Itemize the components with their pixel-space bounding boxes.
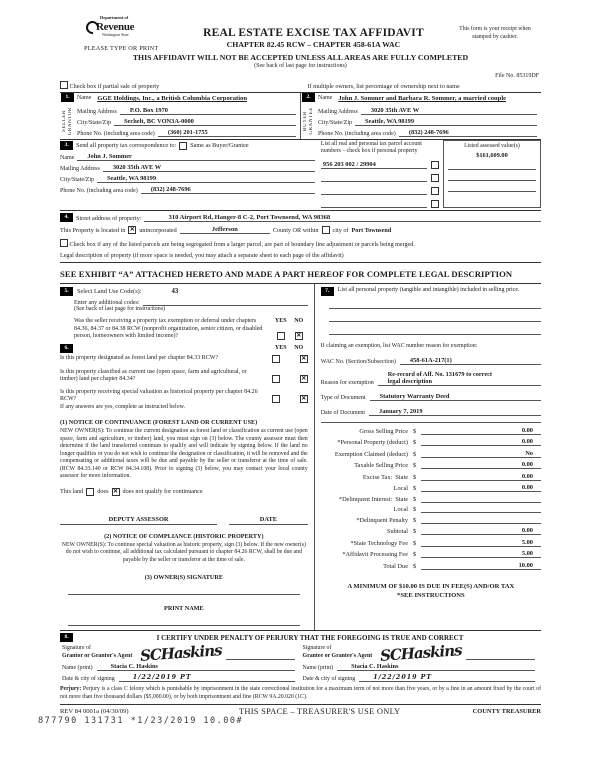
chapter-subtitle: CHAPTER 82.45 RCW – CHAPTER 458-61A WAC (226, 40, 401, 49)
assessed-header: Listed assessed value(s) (464, 143, 520, 150)
section-3-number: 3. (60, 141, 73, 150)
grantor-signature: SCHaskins (139, 641, 223, 666)
perjury-lead: Perjury: (60, 686, 82, 693)
q2-no-checkbox: ✕ (301, 375, 307, 382)
buyer-grantee-side-label: BUYER GRANTEE (303, 106, 314, 135)
city-checkbox (322, 226, 330, 234)
buyer-section (300, 93, 541, 139)
fee-row-delinquent-state (321, 496, 541, 503)
fee-value: 5.00 (421, 550, 541, 558)
deputy-assessor-label: DEPUTY ASSESSOR (60, 516, 217, 525)
fee-value: 0.00 (421, 461, 541, 469)
cashier-validation-stamp: 877790 131731 *1/23/2019 10.00# (38, 716, 244, 726)
dollar-sign: $ (413, 562, 417, 570)
city-value: Port Townsend (351, 226, 392, 234)
perjury-clause (60, 686, 541, 705)
located-in-label: This Property is located in (60, 226, 126, 234)
print-name-label: PRINT NAME (164, 605, 204, 613)
middle-block (60, 283, 541, 631)
seller-phone-value: (360) 201-1755 (158, 129, 296, 137)
fees-divider (321, 422, 541, 423)
dollar-sign: $ (413, 439, 417, 447)
personal-property-line (329, 322, 541, 335)
answers-yes-note: If any answers are yes, complete as instructed below. (60, 403, 185, 410)
seller-buyer-block (60, 93, 541, 140)
notice-continuance-title: (1) NOTICE OF CONTINUANCE (FOREST LAND OR CURRENT USE) (60, 418, 258, 426)
section-2-number: 2. (302, 93, 315, 102)
dollar-sign: $ (413, 450, 417, 458)
section-4-number: 4. (60, 213, 73, 222)
section-8 (60, 630, 541, 682)
q1-no-checkbox: ✕ (301, 355, 307, 362)
fee-label: Excise Tax: State (362, 473, 408, 481)
land-use-code-value: 43 (171, 287, 179, 295)
fee-row-exemption (321, 450, 541, 458)
date-of-document-label: Date of Document (320, 410, 366, 417)
date-label: DATE (229, 516, 308, 525)
q3-yes-checkbox (272, 395, 280, 403)
wac-number-value: 458-61A-217(1) (400, 357, 541, 365)
grantor-signature-line (226, 659, 295, 660)
county-treasurer-label: COUNTY TREASURER (472, 708, 541, 716)
this-land-label: This land (60, 488, 84, 496)
grantor-sig-label-2: Grantor or Grantor's Agent (62, 652, 133, 659)
grantee-name-print-label: Name (print) (302, 665, 334, 672)
s5-yes-checkbox (277, 332, 285, 340)
buyer-mailing-label: Mailing Address (318, 109, 358, 116)
grantee-name-print-value: Stacia C. Haskins (337, 663, 535, 671)
perjury-text: Perjury is a class C felony which is punishable by imprisonment in the state correctional institution for a maximum term of not more than five years, or by a fine in an amount fixed by the court of not more than five thousand dollars ($5,000.00), or by both imprisonment and fine (RCW 9A.20.020 (1C). (60, 686, 542, 701)
partial-sale-label: Check box if partial sale of property (69, 83, 160, 91)
grantee-date-value: 1/22/2019 PT (359, 674, 535, 682)
grantor-date-value: 1/22/2019 PT (119, 674, 295, 682)
grantor-name-print-value: Stacia C. Haskins (97, 663, 295, 671)
forest-land-question: Is this property designated as forest land per chapter 84.33 RCW? (60, 354, 219, 361)
s5-no-checkbox: ✕ (296, 332, 302, 339)
fee-value: 10.00 (421, 562, 541, 570)
same-as-buyer-label: Same as Buyer/Grantee (190, 142, 249, 150)
corr-name-label: Name (60, 155, 75, 162)
grantor-name-print-label: Name (print) (62, 665, 93, 672)
yes-header: YES (274, 318, 287, 325)
notice-compliance-title: (2) NOTICE OF COMPLIANCE (HISTORIC PROPERTY) (104, 532, 264, 540)
multiple-owners-label: If multiple owners, list percentage of ownership next to name (307, 83, 460, 91)
grantor-signature-block (60, 641, 301, 683)
buyer-city-label: City/State/Zip (318, 120, 352, 127)
exhibit-a-line: SEE EXHIBIT “A” ATTACHED HERETO AND MADE A PART HEREOF FOR COMPLETE LEGAL DESCRIPTION (60, 268, 513, 279)
notice-continuance-body: NEW OWNER(S): To continue the current designation as forest land or classification as current use (open space, farm and agriculture, or timber) land, you must sign on (3) below. The county assessor must then determine if the land transferred continues to qualify and will indicate by signing below. If the land no longer qualifies or you do not wish to continue the designation or classification, it will be removed and the compensating or additional taxes will be due and payable by the seller or transferor at the time of sale. (RCW 84.33.140 or RCW 84.34.108). Prior to signing (3) below, you may contact your local county assessor for more information. (60, 427, 308, 480)
header-center (178, 12, 449, 52)
legal-description-label: Legal description of property (if more space is needed, you may attach a separate sheet to each page of the affidavit) (60, 252, 344, 259)
historical-question: Is this property receiving special valuation as historical property per chapter 84.26 RCW? (60, 388, 258, 403)
personal-property-label: List all personal property (tangible and intangible) included in selling price. (337, 286, 520, 293)
parcel-line-blank (321, 207, 427, 208)
section-3 (60, 140, 541, 210)
fee-label: *Affidavit Processing Fee (342, 551, 408, 559)
street-address-label: Street address of property: (76, 214, 142, 222)
reason-line2: legal description (378, 378, 541, 386)
does-not-label: does not qualify for continuance (122, 488, 203, 496)
section-6-number: 6. (60, 344, 73, 353)
form-header (60, 12, 541, 52)
fee-label: Local (393, 506, 408, 514)
city-of-label: city of (332, 226, 349, 234)
buyer-phone-label: Phone No. (including area code) (318, 131, 396, 138)
same-as-buyer-checkbox (179, 142, 187, 150)
parcel-line-blank (321, 181, 427, 182)
fee-row-delinquent-local (321, 506, 541, 513)
grantee-signature-line (466, 659, 535, 660)
seller-section (60, 93, 300, 139)
seller-phone-label: Phone No. (including area code) (77, 131, 155, 138)
grantee-signature: SCHaskins (379, 641, 463, 666)
date-of-document-value: January 7, 2019 (369, 408, 541, 416)
does-label: does (97, 488, 109, 496)
logo-dept-text: Department of (100, 15, 129, 20)
dollar-sign: $ (413, 485, 417, 493)
right-column (315, 284, 541, 631)
parcel-header: List all real and personal tax parcel account numbers – check box if personal property (320, 141, 422, 155)
exemption-question: Was the seller receiving a property tax exemption or deferral under chapters 84.36, 84.37 or 84.38 RCW (nonprofit organization, senior citizen, or disabled person, homeowners with limited income)? (74, 318, 263, 340)
corr-mailing-value: 3020 35th AVE W (103, 164, 315, 172)
assessed-line-blank (448, 170, 536, 181)
q3-no-checkbox: ✕ (301, 395, 307, 402)
seller-name-label: Name (77, 95, 92, 102)
fee-value: 0.00 (421, 484, 541, 492)
fee-label: Gross Selling Price (359, 427, 408, 435)
assessed-value: $161,609.00 (476, 152, 508, 160)
fee-label: Exemption Claimed (deduct) (334, 450, 408, 458)
county-or-label: County OR within (272, 226, 319, 234)
grantee-sig-label-2: Grantee or Grantee's Agent (302, 652, 373, 659)
dollar-sign: $ (413, 473, 417, 481)
fee-row-personal (321, 438, 541, 446)
see-instructions-note: *SEE INSTRUCTIONS (397, 592, 465, 600)
fee-label: *Personal Property (deduct) (337, 439, 408, 447)
seller-city-value: Sechelt, BC VON3A-0000 (114, 118, 296, 126)
additional-codes-line (143, 305, 307, 306)
fee-label: *State Technology Fee (350, 539, 408, 547)
no-header-2: NO (294, 345, 304, 352)
section-1-number: 1. (61, 93, 74, 102)
seller-mailing-value: P.O. Box 1970 (120, 107, 296, 115)
grantor-sig-label-1: Signature of (62, 645, 91, 652)
street-address-value: 310 Airport Rd, Hanger-8 C-2, Port Townsend, WA 98368 (144, 214, 541, 222)
grantee-date-label: Date & city of signing (302, 676, 356, 683)
seller-mailing-label: Mailing Address (77, 109, 117, 116)
personal-property-line (329, 296, 541, 309)
dollar-sign: $ (413, 551, 417, 559)
fee-value: 5.00 (421, 539, 541, 547)
fee-row-subtotal (321, 527, 541, 535)
fee-row-taxable (321, 461, 541, 469)
segregated-checkbox (60, 239, 68, 247)
affidavit-form (60, 12, 541, 718)
county-value: Jefferson (180, 226, 270, 234)
certify-statement: I CERTIFY UNDER PENALTY OF PERJURY THAT THE FOREGOING IS TRUE AND CORRECT (156, 633, 464, 642)
dollar-sign: $ (413, 495, 417, 503)
land-use-label: Select Land Use Code(s): (77, 287, 142, 295)
form-title: REAL ESTATE EXCISE TAX AFFIDAVIT (203, 27, 424, 39)
fee-label: Local (393, 485, 408, 493)
fee-label: Total Due (383, 562, 408, 570)
section-7-number: 7. (321, 287, 334, 296)
tax-correspondence-block (60, 140, 321, 207)
q1-yes-checkbox (272, 355, 280, 363)
buyer-name-label: Name (318, 95, 333, 102)
dollar-sign: $ (413, 427, 417, 435)
fee-row-total (321, 562, 541, 570)
fee-label: Subtotal (387, 528, 408, 536)
parcel-number-value: 956 203 002 / 29904 (321, 161, 427, 169)
section-4 (60, 213, 541, 263)
partial-sale-checkbox (60, 81, 68, 89)
fee-value: No (421, 450, 541, 458)
owners-signature-line (68, 582, 300, 595)
does-checkbox (86, 488, 94, 496)
warning-line: THIS AFFIDAVIT WILL NOT BE ACCEPTED UNLESS ALL AREAS ARE FULLY COMPLETED (132, 53, 469, 63)
personal-property-checkbox-4 (431, 200, 439, 208)
notice-compliance-body: NEW OWNER(S): To continue special valuation as historic property, sign (3) below. If the new owner(s) do not wish to continue, all additional tax calculated pursuant to chapter 84.26 RCW, shall be due and payable by the seller or transferor at the time of sale. (61, 541, 306, 563)
section-8-number: 8. (60, 633, 73, 642)
corr-phone-value: (832) 248-7696 (141, 186, 315, 194)
fee-row-penalty (321, 517, 541, 524)
additional-codes-label: Enter any additional codes: (74, 299, 140, 306)
dollar-sign: $ (413, 516, 417, 524)
segregated-label: Check box if any of the listed parcels are being segregated from a larger parcel, are part of boundary line adjustment or parcels being merged. (69, 241, 415, 248)
owners-signature-label: (3) OWNER(S) SIGNATURE (144, 574, 223, 582)
dollar-sign: $ (413, 528, 417, 536)
buyer-mailing-value: 3020 35th AVE W (361, 107, 537, 115)
rev-form-number: REV 84 0001a (04/30/09) (60, 708, 129, 716)
land-use-subbox (74, 300, 308, 341)
buyer-city-value: Seattle, WA 98199 (355, 118, 537, 126)
partial-sale-row (60, 81, 541, 93)
fee-value: 0.00 (421, 438, 541, 446)
dollar-sign: $ (413, 462, 417, 470)
fee-row-processing (321, 550, 541, 558)
parcel-numbers-block (321, 140, 541, 207)
reason-line1: Re-record of Aff. No. 131679 to correct (387, 371, 493, 379)
parcel-line-blank (321, 194, 427, 195)
personal-property-line (329, 309, 541, 322)
type-of-document-label: Type of Document (320, 395, 366, 402)
current-use-question: Is this property classified as current use (open space, farm and agricultural, or timber) land per chapter 84.34? (60, 368, 247, 383)
unincorporated-label: unincorporated (139, 226, 177, 234)
buyer-phone-value: (832) 248-7696 (399, 129, 537, 137)
file-number: File No. 85319DF (495, 73, 539, 80)
personal-property-checkbox-3 (431, 187, 439, 195)
seller-grantor-side-label: SELLER GRANTOR (62, 106, 73, 135)
minimum-due-note: A MINIMUM OF $10.00 IS DUE IN FEE(S) AND/OR TAX (347, 582, 515, 590)
corr-city-value: Seattle, WA 98199 (97, 175, 315, 183)
unincorporated-checkbox: ✕ (129, 226, 135, 233)
left-column (60, 284, 315, 631)
corr-name-value: John J. Sommer (77, 153, 315, 161)
dollar-sign: $ (413, 506, 417, 514)
fee-label: *Delinquent Interest: State (338, 495, 408, 503)
fee-row-technology (321, 539, 541, 547)
personal-property-checkbox-1 (431, 161, 439, 169)
fee-value: 0.00 (421, 427, 541, 435)
seller-city-label: City/State/Zip (77, 120, 111, 127)
print-name-line (68, 613, 300, 626)
logo-name-text: Revenue (96, 20, 135, 33)
grantee-sig-label-1: Signature of (302, 645, 332, 652)
assessed-values-box (443, 140, 541, 207)
logo-state-text: Washington State (102, 32, 129, 37)
corr-city-label: City/State/Zip (60, 177, 94, 184)
personal-property-checkbox-2 (431, 174, 439, 182)
fee-label: *Delinquent Penalty (356, 516, 408, 524)
does-not-checkbox: ✕ (113, 488, 119, 495)
seller-name-value: GGE Holdings, Inc., a British Columbia Corporation (97, 95, 247, 103)
header-left (60, 12, 178, 52)
assessed-line-blank (448, 181, 536, 192)
wac-number-label: WAC No. (Section/Subsection) (320, 359, 396, 366)
corr-phone-label: Phone No. (including area code) (60, 188, 138, 195)
grantee-signature-block (301, 641, 542, 683)
please-type-label: PLEASE TYPE OR PRINT (84, 45, 159, 53)
fee-value (421, 502, 541, 503)
fee-row-excise-local (321, 484, 541, 492)
see-back-instructions: (See back of last page for instructions) (74, 305, 165, 312)
exemption-note: If claiming an exemption, list WAC number reason for exemption: (320, 342, 478, 349)
no-header: NO (294, 318, 304, 325)
fee-value (421, 523, 541, 524)
fee-value (421, 512, 541, 513)
dollar-sign: $ (413, 539, 417, 547)
see-back-note: (See back of last page for instructions) (254, 63, 347, 70)
grantor-date-label: Date & city of signing (62, 676, 115, 683)
section-5-number: 5. (60, 287, 73, 296)
assessed-line-blank (448, 159, 536, 170)
fee-value: 0.00 (421, 473, 541, 481)
treasurer-space-label: THIS SPACE – TREASURER'S USE ONLY (238, 707, 401, 717)
q2-yes-checkbox (272, 375, 280, 383)
reason-exemption-label: Reason for exemption (320, 380, 374, 387)
fee-value: 0.00 (421, 527, 541, 535)
buyer-name-value: John J. Sommer and Barbara R. Sommer, a married couple (338, 95, 507, 103)
yes-header-2: YES (274, 345, 287, 352)
fee-label: Taxable Selling Price (354, 462, 408, 470)
corr-mailing-label: Mailing Address (60, 166, 100, 173)
fee-row-excise-state (321, 473, 541, 481)
type-of-document-value: Statutory Warranty Deed (370, 393, 541, 401)
receipt-note: This form is your receipt when stamped by cashier. (459, 26, 531, 41)
send-correspondence-label: Send all property tax correspondence to: (76, 142, 177, 150)
fee-row-gross (321, 427, 541, 435)
revenue-logo (86, 16, 178, 37)
